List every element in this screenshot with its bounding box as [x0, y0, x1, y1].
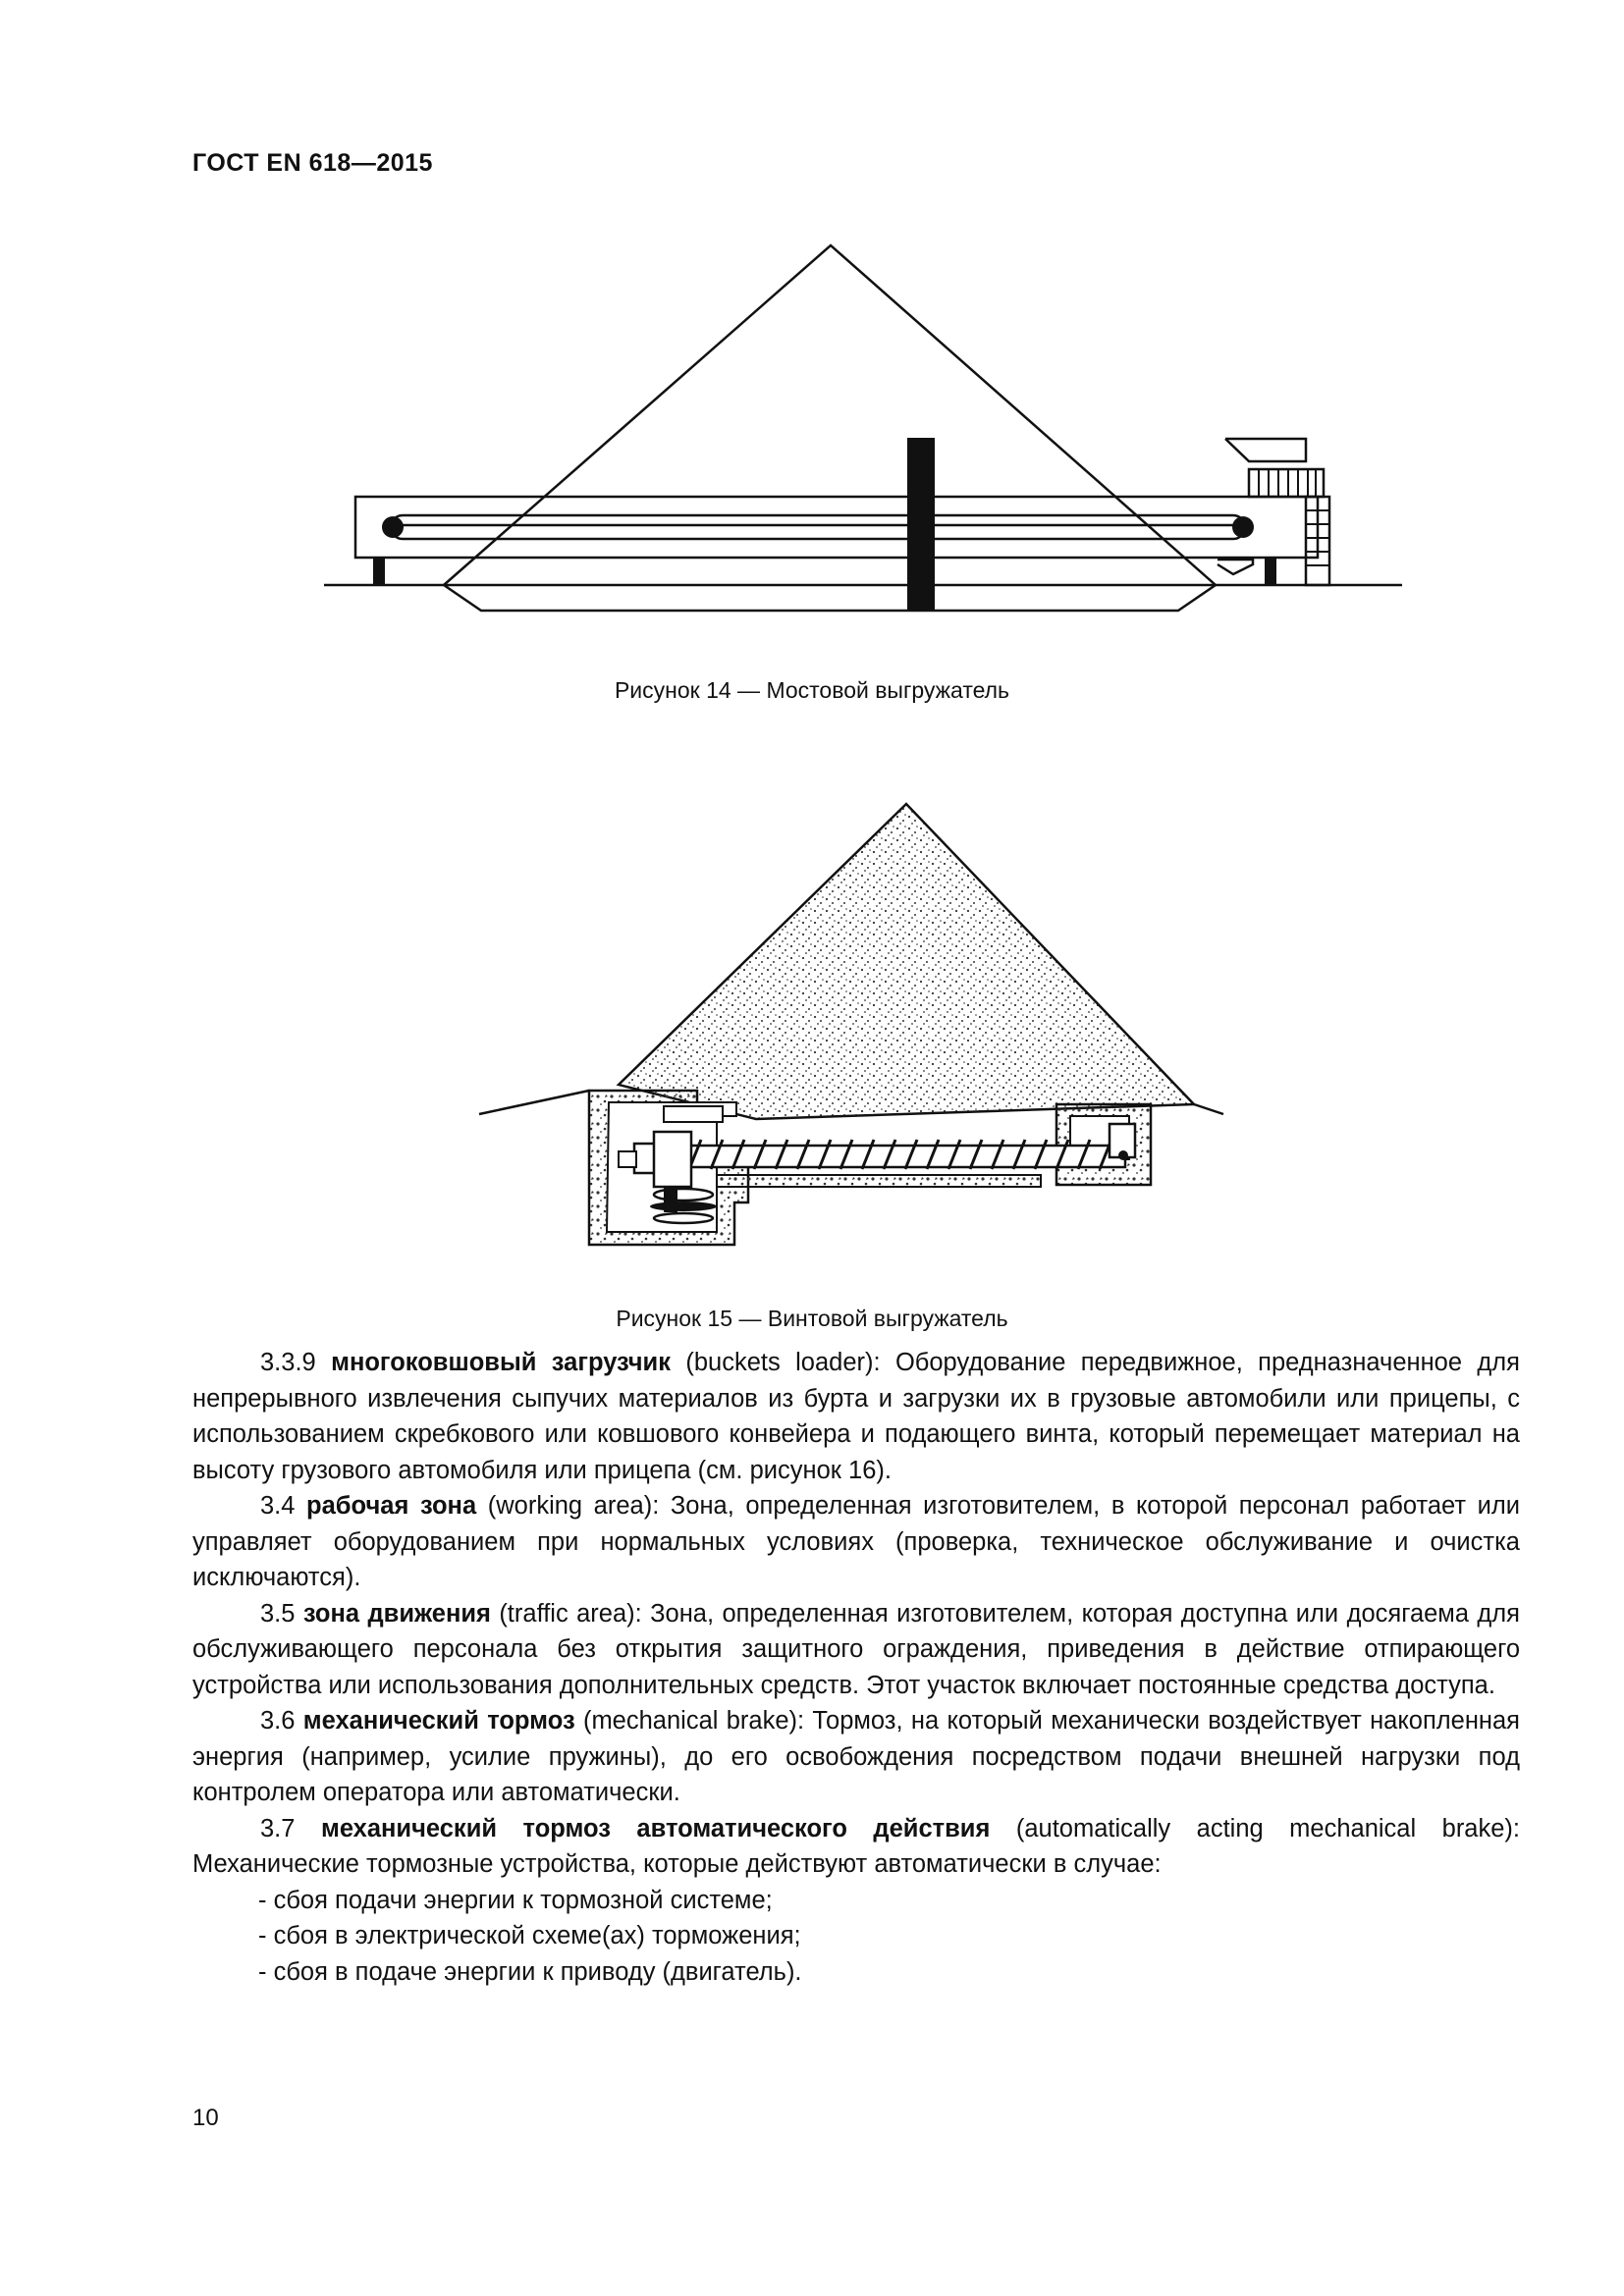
definition: (traffic area): Зона, определенная изготовителем, которая доступна или досягаема для обслуживающего персонала без открытия защитного ограждения, приведения в действие отпирающего устройства или использования дополнительных средств. Этот участок включает постоянные средства доступа.	[192, 1599, 1520, 1699]
figure-15-screw-unloader	[471, 790, 1237, 1261]
definition: (mechanical brake): Тормоз, на который механически воздействует накопленная энергия (например, усилие пружины), до его освобождения посредством подачи внешней нагрузки под контролем оператора или автоматически.	[192, 1707, 1520, 1806]
term: механический тормоз автоматического действия	[320, 1814, 991, 1842]
paragraph-3-3-9	[192, 1345, 1520, 1488]
figure-15-caption: Рисунок 15 — Винтовой выгружатель	[616, 1306, 1008, 1331]
definition: (working area): Зона, определенная изготовителем, в которой персонал работает или управляет оборудованием при нормальных условиях (проверка, техническое обслуживание и очистка исключаются).	[192, 1492, 1521, 1591]
clause-number: 3.4	[260, 1492, 296, 1520]
paragraph-3-7	[192, 1811, 1520, 1883]
figure-14-bridge-unloader	[314, 236, 1414, 628]
figure-14-caption: Рисунок 14 — Мостовой выгружатель	[614, 677, 1010, 703]
term: зона движения	[302, 1599, 491, 1628]
page-number: 10	[192, 2105, 219, 2131]
document-header: ГОСТ EN 618—2015	[192, 149, 433, 177]
paragraph-3-6	[192, 1703, 1520, 1811]
list-item: - сбоя в подаче энергии к приводу (двигатель).	[258, 1957, 802, 1986]
list-item: - сбоя в электрической схеме(ах) торможения;	[258, 1922, 801, 1949]
list-item: - сбоя подачи энергии к тормозной системе;	[258, 1886, 773, 1914]
paragraph-3-5	[192, 1596, 1520, 1704]
clause-number: 3.7	[260, 1814, 296, 1842]
term: механический тормоз	[302, 1707, 575, 1735]
clause-number: 3.5	[260, 1599, 296, 1628]
clause-number: 3.3.9	[260, 1349, 316, 1376]
body-text	[192, 1345, 1520, 1990]
definition: (buckets loader): Оборудование передвижное, предназначенное для непрерывного извлечения сыпучих материалов из бурта и загрузки их в грузовые автомобили или прицепы, с использованием скребкового или ковшового конвейера и подающего винта, который перемещает материал на высоту грузового автомобиля или прицепа (см. рисунок 16).	[192, 1349, 1520, 1484]
term: рабочая зона	[306, 1492, 477, 1520]
paragraph-3-4	[192, 1488, 1520, 1596]
term: многоковшовый загрузчик	[331, 1349, 671, 1376]
definition: (automatically acting mechanical brake): Механические тормозные устройства, которые действуют автоматически в случае:	[192, 1814, 1520, 1878]
clause-number: 3.6	[260, 1707, 296, 1735]
